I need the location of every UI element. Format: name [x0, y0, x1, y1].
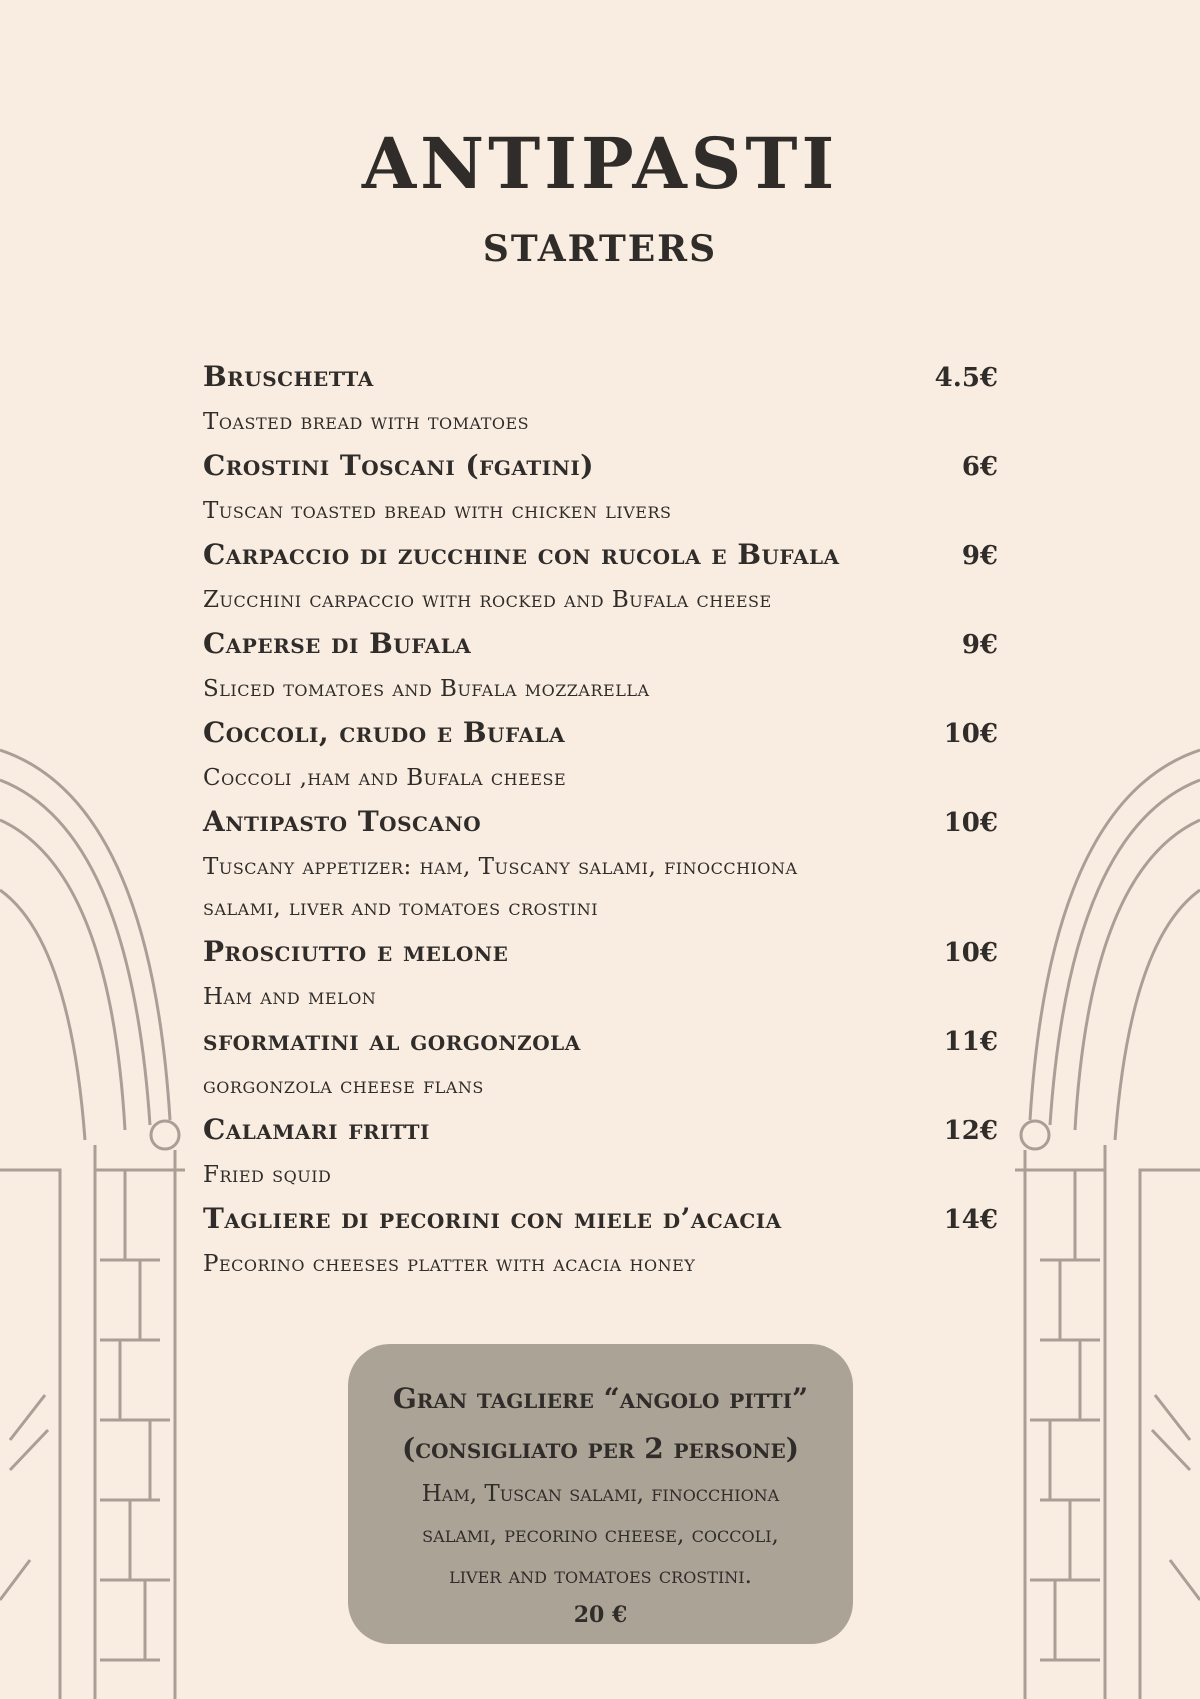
special-subtitle: (consigliato per 2 persone) [401, 1432, 800, 1465]
special-title: Gran tagliere “angolo pitti” [392, 1382, 809, 1415]
item-price: 9€ [961, 541, 998, 571]
item-name: Caperse di Bufala [203, 627, 472, 660]
item-name: sformatini al gorgonzola [203, 1024, 581, 1057]
item-description: Fried squid [203, 1162, 332, 1188]
special-description: salami, pecorino cheese, coccoli, [422, 1522, 779, 1548]
item-name: Crostini Toscani (fgatini) [203, 449, 594, 482]
item-description: gorgonzola cheese flans [203, 1073, 484, 1099]
special-price: 20 € [573, 1602, 628, 1628]
menu-item [203, 449, 998, 532]
item-description: Sliced tomatoes and Bufala mozzarella [203, 676, 650, 702]
item-price: 10€ [943, 719, 998, 749]
item-name: Prosciutto e melone [203, 935, 509, 968]
item-price: 10€ [943, 808, 998, 838]
item-description: Ham and melon [203, 984, 377, 1010]
item-description: Toasted bread with tomatoes [203, 409, 530, 435]
item-price: 14€ [943, 1205, 998, 1235]
item-name: Antipasto Toscano [203, 805, 482, 838]
item-name: Carpaccio di zucchine con rucola e Bufala [203, 538, 840, 571]
menu-item [203, 935, 998, 1018]
item-name: Tagliere di pecorini con miele d’acacia [203, 1202, 782, 1235]
menu-item [203, 538, 998, 621]
special-platter-box [348, 1344, 853, 1644]
menu-item [203, 716, 998, 799]
menu-item [203, 360, 998, 443]
menu-item [203, 1024, 998, 1107]
arch-illustration-right [1000, 740, 1200, 1699]
item-description: salami, liver and tomatoes crostini [203, 895, 599, 921]
page-title: ANTIPASTI [361, 122, 839, 205]
item-price: 12€ [943, 1116, 998, 1146]
menu-item [203, 805, 998, 929]
arch-illustration-left [0, 740, 200, 1699]
item-description: Tuscan toasted bread with chicken livers [203, 498, 672, 524]
special-description: Ham, Tuscan salami, finocchiona [421, 1481, 780, 1507]
item-description: Tuscany appetizer: ham, Tuscany salami, finocchiona [203, 854, 798, 880]
item-description: Pecorino cheeses platter with acacia honey [203, 1251, 696, 1277]
special-description: liver and tomatoes crostini. [449, 1563, 752, 1589]
menu-item [203, 1113, 998, 1196]
menu-list [203, 360, 998, 1291]
item-price: 4.5€ [934, 363, 998, 393]
item-price: 9€ [961, 630, 998, 660]
item-price: 10€ [943, 938, 998, 968]
item-description: Zucchini carpaccio with rocked and Bufala cheese [203, 587, 772, 613]
item-name: Bruschetta [203, 360, 374, 393]
menu-item [203, 1202, 998, 1285]
page-subtitle: STARTERS [482, 228, 718, 270]
item-price: 11€ [943, 1027, 998, 1057]
item-description: Coccoli ,ham and Bufala cheese [203, 765, 567, 791]
item-price: 6€ [961, 452, 998, 482]
item-name: Coccoli, crudo e Bufala [203, 716, 566, 749]
menu-item [203, 627, 998, 710]
item-name: Calamari fritti [203, 1113, 430, 1146]
